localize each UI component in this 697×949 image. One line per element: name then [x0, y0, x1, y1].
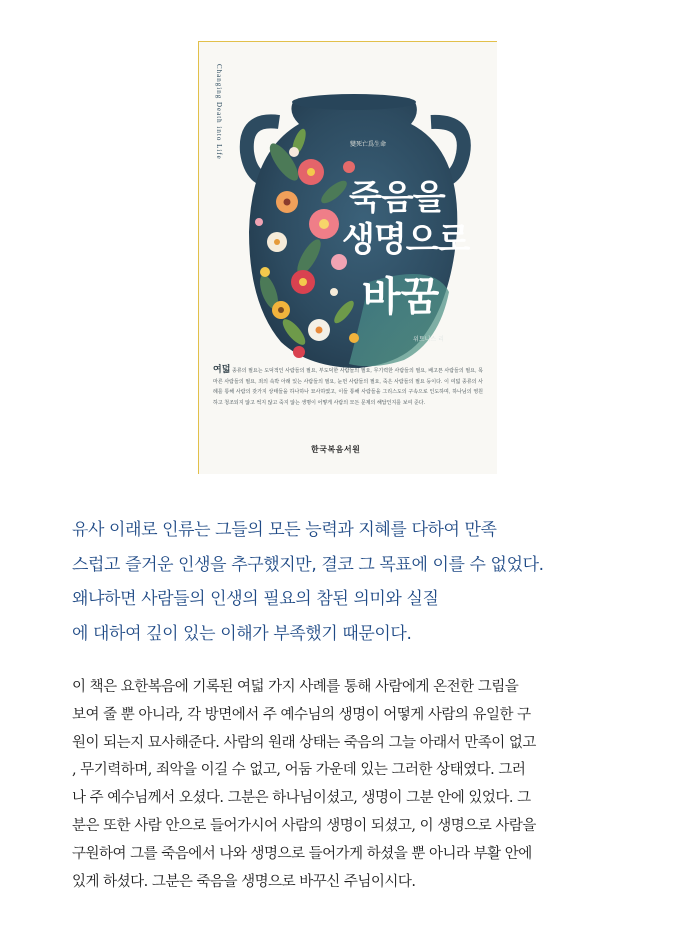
cover-english-title: Changing Death into Life: [215, 64, 223, 160]
cover-publisher: 한국복음서원: [311, 445, 361, 454]
body-line: 이 책은 요한복음에 기록된 여덟 가지 사례를 통해 사람에게 온전한 그림을: [72, 679, 519, 695]
body-line: 원이 되는지 묘사해준다. 사람의 원래 상태는 죽음의 그늘 아래서 만족이 없고: [72, 734, 536, 751]
body-line: 구원하여 그를 죽음에서 나와 생명으로 들어가게 하셨을 뿐 아니라 부활 안에: [72, 845, 532, 862]
body-paragraph: [72, 674, 632, 896]
lead-line: 에 대하여 깊이 있는 이해가 부족했기 때문이다.: [72, 623, 412, 644]
lead-line: 유사 이래로 인류는 그들의 모든 능력과 지혜를 다하여 만족: [72, 520, 497, 540]
cover-title-line-1: 죽음을: [349, 178, 445, 218]
lead-line: 스럽고 즐거운 인생을 추구했지만, 결코 그 목표에 이를 수 없었다.: [72, 554, 544, 575]
cover-author: 위트니스 리: [413, 336, 444, 343]
cover-blurb-text: 종류의 필요는 도덕적인 사람들의 필요, 부도덕한 사람들의 필요, 무기력한 사람들의 필요, 배고픈 사람들의 필요, 목마른 사람들의 필요, 죄의 속박 아래 있는 사람들의 필요, 눈먼 사람들의 필요, 죽은 사람들의 필요 등이다. 이 여덟 종류의 사례를 통해 사람의 갖가지 상태들을 하나하나 묘사하였고, 이들 통해 사람들을 그리스도의 구속으로 인도하며, 하나님의 영원하고 청조되지 않고 썩지 않고 죽지 않는 생명이 어떻게 사람의 모든 문제의 해답인지를 보여 준다.: [213, 368, 483, 406]
body-line: 분은 또한 사람 안으로 들어가시어 사람의 생명이 되셨고, 이 생명으로 사람을: [72, 817, 536, 834]
lead-line: 왜냐하면 사람들의 인생의 필요의 참된 의미와 실질: [72, 589, 439, 609]
cover-blurb: [213, 365, 483, 408]
lead-paragraph: [72, 513, 632, 651]
body-line: 나 주 예수님께서 오셨다. 그분은 하나님이셨고, 생명이 그분 안에 있었다. 그: [72, 790, 531, 807]
cover-title-line-3: 바꿈: [362, 274, 440, 320]
cover-title-line-2: 생명으로: [342, 220, 470, 260]
cover-blurb-lead: 여덟: [213, 365, 231, 375]
body-line: , 무기력하며, 죄악을 이길 수 없고, 어둠 가운데 있는 그러한 상태였다. 그러: [72, 762, 526, 779]
book-cover: [198, 41, 497, 474]
body-line: 있게 하셨다. 그분은 죽음을 생명으로 바꾸신 주님이시다.: [72, 873, 416, 890]
cover-chinese-subtitle: 變死亡爲生命: [350, 141, 387, 148]
body-line: 보여 줄 뿐 아니라, 각 방면에서 주 예수님의 생명이 어떻게 사람의 유일한 구: [72, 706, 531, 723]
